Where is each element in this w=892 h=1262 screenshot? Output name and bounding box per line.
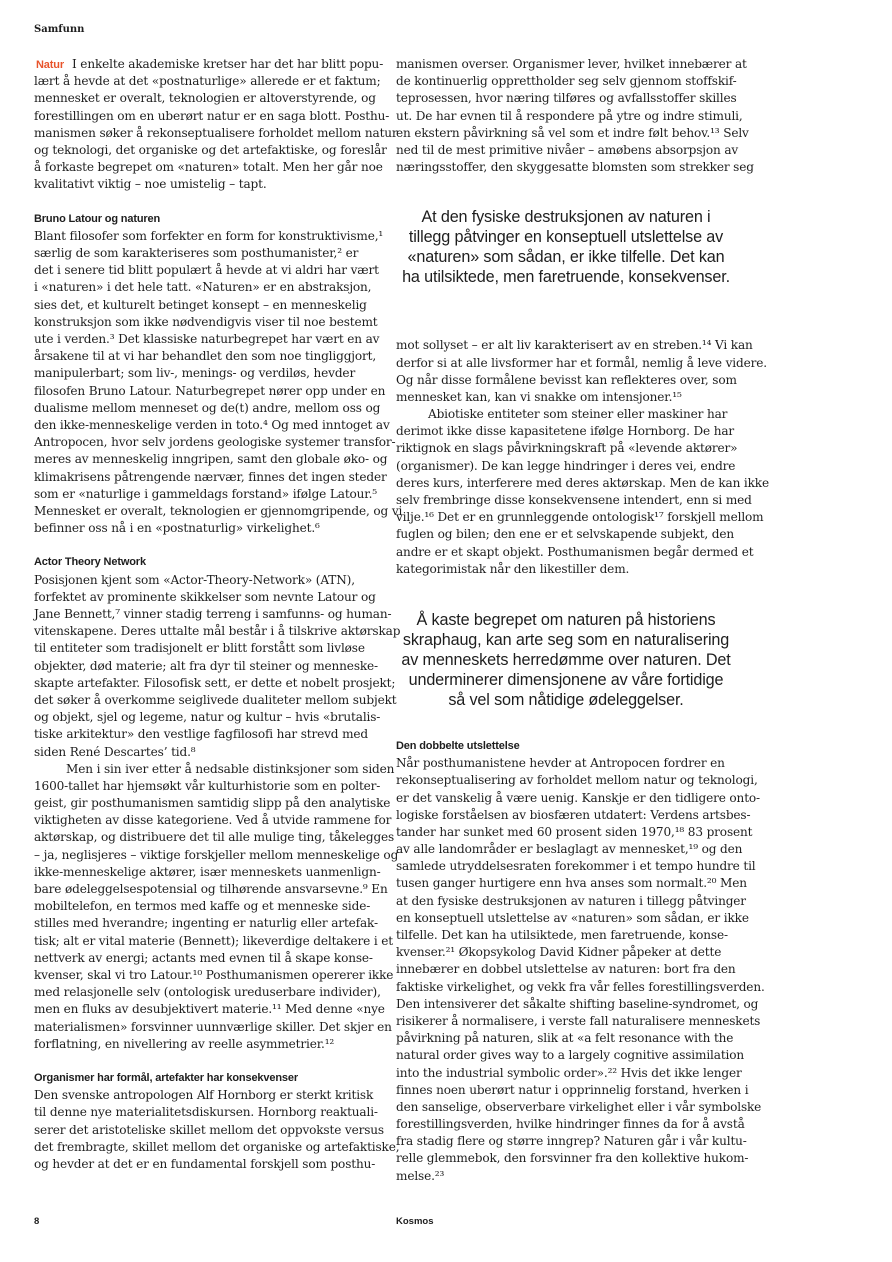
text-line: riktignok en slags påvirkningskraft på «levende aktører»	[396, 441, 738, 456]
text-line: tander har sunket med 60 prosent siden 1970,¹⁸ 83 prosent	[396, 824, 753, 839]
text-line: manismen overser. Organismer lever, hvilket innebærer at	[396, 57, 747, 71]
text-line: men en fluks av desubjektivert materie.¹¹ Med denne «nye	[34, 1002, 385, 1017]
magazine-name: Kosmos	[396, 1216, 434, 1227]
text-line: av menneskets herredømme over naturen. Det	[401, 650, 731, 669]
text-line: vitenskapene. Deres uttalte mål består i å tilskrive aktørskap	[34, 624, 401, 639]
text-line: fra stadig flere og større inngrep? Naturen går i vår kultu-	[396, 1134, 747, 1149]
text-line: mobiltelefon, en termos med kaffe og et menneske side-	[34, 899, 371, 914]
text-line: Den svenske antropologen Alf Hornborg er sterkt kritisk	[34, 1088, 374, 1103]
subheading: Organismer har formål, artefakter har konsekvenser	[34, 1072, 298, 1085]
section-label: Samfunn	[34, 24, 85, 35]
text-line: som er «naturlige i gammeldags forstand» ifølge Latour.⁵	[34, 486, 377, 501]
text-line: klimakrisens påtrengende nærvær, finnes det ingen steder	[34, 469, 387, 484]
text-line: dualisme mellom menneset og de(t) andre, mellom oss og	[34, 400, 381, 415]
text-line: det frembragte, skillet mellom det organiske og artefaktiske,	[34, 1139, 400, 1154]
kicker-label: Natur	[36, 59, 64, 71]
text-line: så vel som nåtidige ødeleggelser.	[448, 690, 684, 709]
text-line: stilles med hverandre; ingenting er naturlig eller artefak-	[34, 916, 378, 931]
text-line: kvalitativt viktig – noe umistelig – tapt.	[34, 177, 267, 192]
text-line: skraphaug, kan arte seg som en naturalisering	[402, 630, 730, 649]
right-paragraph-1	[396, 337, 767, 406]
text-line: tillegg påtvinger en konseptuell utslettelse av	[408, 228, 724, 247]
text-line: into the industrial symbolic order».²² Hvis det ikke lenger	[396, 1065, 742, 1080]
text-line: påvirkning på naturen, slik at «a felt resonance with the	[396, 1031, 734, 1046]
pull-quote-2	[396, 610, 736, 710]
text-line	[34, 56, 384, 73]
text-line: tiske arkitektur» den vestlige fagfilosofi har strevd med	[34, 727, 368, 742]
text-line: natural order gives way to a largely cognitive assimilation	[396, 1048, 745, 1063]
text-line: forestillingen om en uberørt natur er en saga blott. Posthu-	[34, 108, 390, 123]
text-line: bare ødeleggelsespotensial og tilhørende ansvarsevne.⁹ En	[34, 882, 388, 896]
text-line: – ja, neglisjeres – viktige forskjeller mellom menneskelige og	[34, 847, 399, 862]
text-line: innebærer en dobbel utslettelse av naturen: bort fra den	[396, 962, 736, 977]
text-line: finnes noen uberørt natur i opprinnelig forstand, hverken i	[396, 1082, 749, 1097]
text-line: Posisjonen kjent som «Actor-Theory-Network» (ATN),	[34, 572, 355, 587]
text-line: selv frembringe disse konsekvensene intendert, enn si med	[396, 493, 752, 507]
text-line: Og når disse formålene bevisst kan reflekteres over, som	[396, 372, 737, 387]
subhead-dobbelte-utslettelse: Den dobbelte utslettelse	[396, 739, 520, 752]
text-line: materialismen» forsvinner uunnværlige skiller. Det skjer en	[34, 1019, 392, 1034]
text-line: forflatning, en nivellering av reelle asymmetrier.¹²	[34, 1036, 335, 1051]
text-line: forestillingsverden, hvilke hindringer finnes da for å avstå	[396, 1117, 745, 1132]
text-line: Jane Bennett,⁷ vinner stadig terreng i samfunns- og human-	[34, 607, 392, 621]
text-line: andre er et skapt objekt. Posthumanismen begår dermed et	[396, 544, 754, 559]
text-line: risikerer å normalisere, i verste fall naturalisere menneskets	[396, 1013, 761, 1028]
pull-quote-1	[396, 207, 736, 287]
text-line: filosofen Bruno Latour. Naturbegrepet nører opp under en	[34, 383, 386, 398]
text-line: I enkelte akademiske kretser har det har blitt popu-	[71, 57, 384, 71]
text-line: at den fysiske destruksjonen av naturen i tillegg påtvinger	[396, 893, 746, 908]
page-number: 8	[34, 1216, 40, 1227]
text-line: rekonseptualisering av forholdet mellom natur og teknologi,	[396, 773, 758, 788]
text-line: 1600-tallet har hjemsøkt vår kulturhistorie som en polter-	[34, 778, 381, 793]
text-line: næringsstoffer, den skyggesatte blomsten som strekker seg	[396, 160, 754, 175]
text-line: med relasjonelle selv (ontologisk ureduserbare individer),	[34, 985, 381, 1000]
text-line: vilje.¹⁶ Det er en grunnleggende ontologisk¹⁷ forskjell mellom	[396, 510, 764, 525]
text-line: det i senere tid blitt populært å hevde at vi aldri har vært	[34, 263, 379, 278]
text-line: Abiotiske entiteter som steiner eller maskiner har	[428, 407, 728, 422]
text-line: manipulerbart; som liv-, menings- og verdiløs, hevder	[34, 366, 356, 381]
text-line: årsakene til at vi har behandlet den som noe tingliggjort,	[34, 349, 377, 364]
subheading: Actor Theory Network	[34, 556, 146, 569]
text-line: Mennesket er overalt, teknologien er gjennomgripende, og vi	[34, 503, 403, 518]
text-line: en konseptuell utslettelse av «naturen» som sådan, er ikke	[396, 910, 749, 925]
text-line: ute i verden.³ Det klassiske naturbegrepet har vært en av	[34, 332, 380, 346]
text-line: det søker å overkomme seiglivede dualiteter mellom subjekt	[34, 692, 397, 707]
paragraph	[34, 572, 401, 761]
text-line: tilfelle. Det kan ha utilsiktede, men faretruende, konse-	[396, 928, 728, 942]
text-line: fuglen og bilen; den ene er et selvskapende subjekt, den	[396, 527, 735, 542]
right-top-text	[396, 56, 754, 176]
text-line: ha utilsiktede, men faretruende, konsekvenser.	[402, 268, 730, 287]
text-line: i «naturen» i det hele tatt. «Naturen» er en abstraksjon,	[34, 280, 372, 295]
text-line: underminerer dimensjonene av våre fortidige	[408, 670, 724, 689]
text-line: At den fysiske destruksjonen av naturen i	[421, 208, 711, 227]
text-line: mennesket kan, kan vi snakke om intensjoner.¹⁵	[396, 389, 682, 404]
text-line: sies det, et kulturelt betinget konsept – en menneskelig	[34, 297, 367, 312]
text-line: melse.²³	[396, 1168, 445, 1183]
text-line: kvenser.²¹ Økopsykolog David Kidner påpeker at dette	[396, 945, 722, 960]
text-line: faktiske virkelighet, og vekk fra vår felles forestillingsverden.	[396, 979, 765, 994]
text-line: og objekt, sjel og legeme, natur og kultur – hvis «brutalis-	[34, 710, 381, 725]
text-line: serer det aristoteliske skillet mellom det oppvokste versus	[34, 1122, 384, 1137]
paragraph	[34, 56, 398, 194]
text-line: og teknologi, det organiske og det artefaktiske, og foreslår	[34, 142, 387, 157]
text-line: objekter, død materie; alt fra dyr til steiner og menneske-	[34, 658, 378, 673]
text-line: tusen ganger hurtigere enn hva anses som normalt.²⁰ Men	[396, 876, 747, 891]
text-line: kvenser, skal vi tro Latour.¹⁰ Posthumanismen opererer ikke	[34, 967, 394, 982]
text-line: samlede utryddelsesraten forekommer i et tempo hundre til	[396, 859, 756, 874]
paragraph	[34, 1087, 400, 1173]
text-line: Når posthumanistene hevder at Antropocen fordrer en	[396, 756, 725, 771]
text-line: manismen søker å rekonseptualisere forholdet mellom natur	[34, 125, 398, 140]
text-line: befinner oss nå i en «postnaturlig» virkelighet.⁶	[34, 521, 320, 536]
text-line: siden René Descartes’ tid.⁸	[34, 744, 196, 759]
text-line: derimot ikke disse kapasitetene ifølge Hornborg. De har	[396, 424, 735, 439]
text-line: viktigheten av disse kategoriene. Ved å utvide rammene for	[34, 813, 392, 828]
text-line: nettverk av energi; actants med evnen til å skape konse-	[34, 950, 373, 965]
text-line: Blant filosofer som forfekter en form for konstruktivisme,¹	[34, 228, 384, 243]
text-line: til denne nye materialitetsdiskursen. Hornborg reaktuali-	[34, 1105, 378, 1120]
text-line: lært å hevde at det «postnaturlige» allerede er et faktum;	[34, 74, 381, 89]
text-line: og hevder at det er en fundamental forskjell som posthu-	[34, 1157, 376, 1171]
text-line: «naturen» som sådan, er ikke tilfelle. Det kan	[407, 248, 725, 267]
text-line: Antropocen, hvor selv jordens geologiske systemer transfor-	[34, 435, 396, 450]
text-line: av alle landområder er beslaglagt av mennesket,¹⁹ og den	[396, 842, 743, 857]
text-line: den ikke-menneskelige verden in toto.⁴ Og med inntoget av	[34, 417, 390, 432]
text-line: (organismer). De kan legge hindringer i deres vei, endre	[396, 458, 736, 473]
paragraph	[34, 761, 399, 1053]
text-line: ut. De har evnen til å respondere på ytre og indre stimuli,	[396, 108, 743, 123]
text-line: teprosessen, hvor næring tilføres og avfallsstoffer skilles	[396, 91, 737, 106]
left-column	[34, 56, 403, 1173]
text-line: mennesket er overalt, teknologien er altoverstyrende, og	[34, 91, 376, 106]
text-line: er det vanskelig å være uenig. Kanskje er den tidligere onto-	[396, 790, 760, 805]
text-line: derfor si at alle livsformer har et formål, nemlig å leve videre.	[396, 355, 767, 370]
text-line: en ekstern påvirkning så vel som et indre følt behov.¹³ Selv	[396, 125, 749, 140]
text-line: aktørskap, og distribuere det til alle mulige ting, tåkelegges	[34, 830, 395, 845]
text-line: meres av menneskelig inngripen, samt den globale øko- og	[34, 452, 388, 467]
text-line: Den intensiverer det såkalte shifting baseline-syndromet, og	[396, 996, 759, 1011]
text-line: til entiteter som tradisjonelt er blitt forstått som livløse	[34, 641, 365, 656]
right-bottom-text	[396, 755, 765, 1185]
text-line: deres kurs, interferere med deres aktørskap. Men de kan ikke	[396, 475, 769, 490]
text-line: relle glemmebok, den forsvinner fra den kollektive hukom-	[396, 1151, 749, 1166]
text-line: kategorimistak når den likestiller dem.	[396, 561, 630, 576]
right-column	[396, 56, 769, 1185]
text-line: å forkaste begrepet om «naturen» totalt. Men her går noe	[34, 160, 383, 175]
text-line: Å kaste begrepet om naturen på historiens	[416, 610, 716, 629]
subheading: Bruno Latour og naturen	[34, 212, 161, 225]
text-line: Men i sin iver etter å nedsable distinksjoner som siden	[66, 761, 395, 776]
text-line: særlig de som karakteriseres som posthumanister,² er	[34, 246, 359, 261]
text-line: den sanselige, observerbare virkelighet eller i vår symbolske	[396, 1099, 762, 1114]
right-paragraph-2	[396, 406, 769, 578]
text-line: ned til de mest primitive nivåer – amøbens absorpsjon av	[396, 142, 739, 157]
paragraph	[34, 228, 403, 537]
text-line: de kontinuerlig opprettholder seg selv gjennom stoffskif-	[396, 74, 737, 89]
text-line: logiske forståelsen av biosfæren utdatert: Verdens artsbes-	[396, 807, 751, 822]
text-line: forfektet av prominente skikkelser som nevnte Latour og	[34, 589, 376, 604]
text-line: tisk; alt er vital materie (Bennett); likeverdige deltakere i et	[34, 933, 394, 948]
text-line: skapte artefakter. Filosofisk sett, er dette et nobelt prosjekt;	[34, 675, 396, 690]
text-line: konstruksjon som ikke nødvendigvis viser til noe bestemt	[34, 314, 378, 329]
text-line: ikke-menneskelige aktører, især menneskets uanmenlign-	[34, 864, 381, 879]
text-line: mot sollyset – er alt liv karakterisert av en streben.¹⁴ Vi kan	[396, 338, 753, 353]
text-line: geist, gir posthumanismen samtidig slipp på den analytiske	[34, 796, 391, 811]
